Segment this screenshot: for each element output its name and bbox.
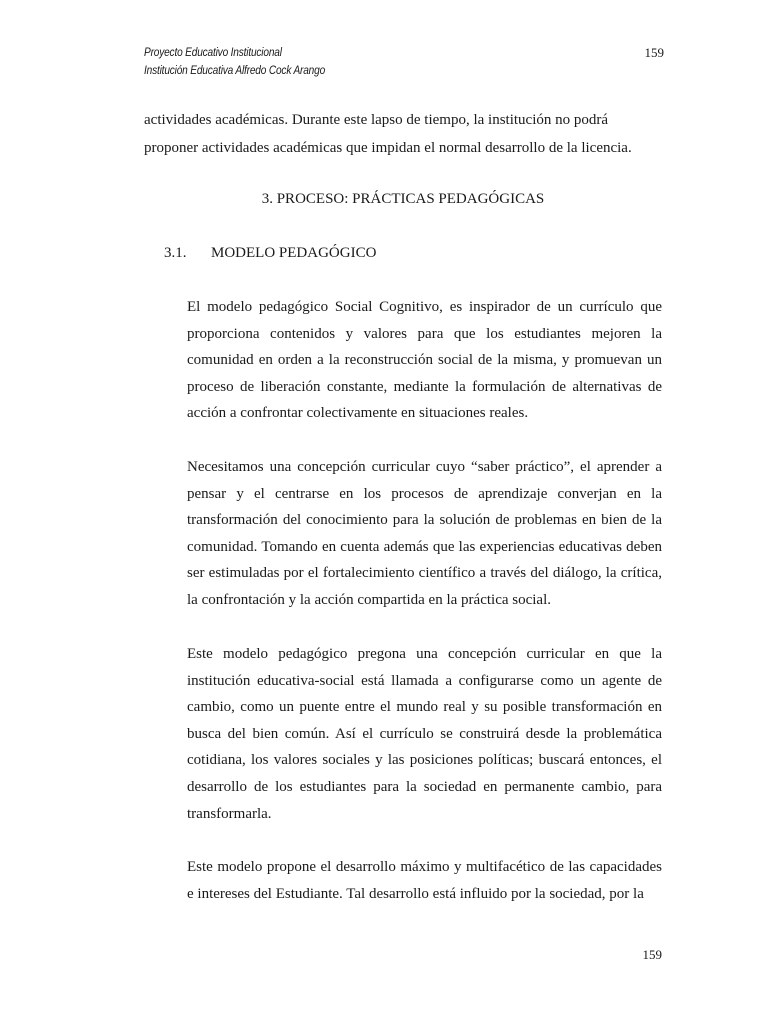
subsection-number: 3.1.: [164, 245, 187, 261]
header-project-title: Proyecto Educativo Institucional: [144, 47, 282, 59]
body-paragraph: Este modelo propone el desarrollo máximo y multifacético de las capacidades e intereses del Estudiante. Tal desarrollo está influido por la sociedad, por la: [187, 859, 662, 902]
body-paragraph: Necesitamos una concepción curricular cuyo “saber práctico”, el aprender a pensar y el centrarse en los procesos de aprendizaje converjan en la transformación del conocimiento para la solución de problemas en bien de la comunidad. Tomando en cuenta además que las experiencias educativas deben ser estimuladas por el fortalecimiento científico a través del diálogo, la crítica, la confrontación y la acción compartida en la práctica social.: [187, 459, 662, 608]
section-heading: 3. PROCESO: PRÁCTICAS PEDAGÓGICAS: [261, 191, 545, 207]
header-page-number: 159: [644, 45, 664, 60]
footer-page-number: 159: [642, 947, 662, 962]
subsection-title: MODELO PEDAGÓGICO: [211, 245, 377, 261]
body-paragraph: El modelo pedagógico Social Cognitivo, es inspirador de un currículo que proporciona contenidos y valores para que los estudiantes mejoren la comunidad en orden a la reconstrucción social de la misma, y promuevan un proceso de liberación constante, mediante la formulación de alternativas de acción a confrontar colectivamente en situaciones reales.: [187, 299, 662, 422]
page-header: [144, 44, 664, 80]
subsection-heading: [164, 242, 376, 264]
continuation-paragraph: actividades académicas. Durante este lapso de tiempo, la institución no podrá proponer actividades académicas que impidan el normal desarrollo de la licencia.: [144, 112, 632, 156]
body-paragraph: Este modelo pedagógico pregona una concepción curricular en que la institución educativa-social está llamada a configurarse como un agente de cambio, como un puente entre el mundo real y su posible transformación en busca del bien común. Así el currículo se construirá desde la problemática cotidiana, los valores sociales y las posiciones políticas; buscará entonces, el desarrollo de los estudiantes para la sociedad en permanente cambio, para transformarla.: [187, 646, 662, 822]
header-institution-name: Institución Educativa Alfredo Cock Arango: [144, 65, 326, 77]
